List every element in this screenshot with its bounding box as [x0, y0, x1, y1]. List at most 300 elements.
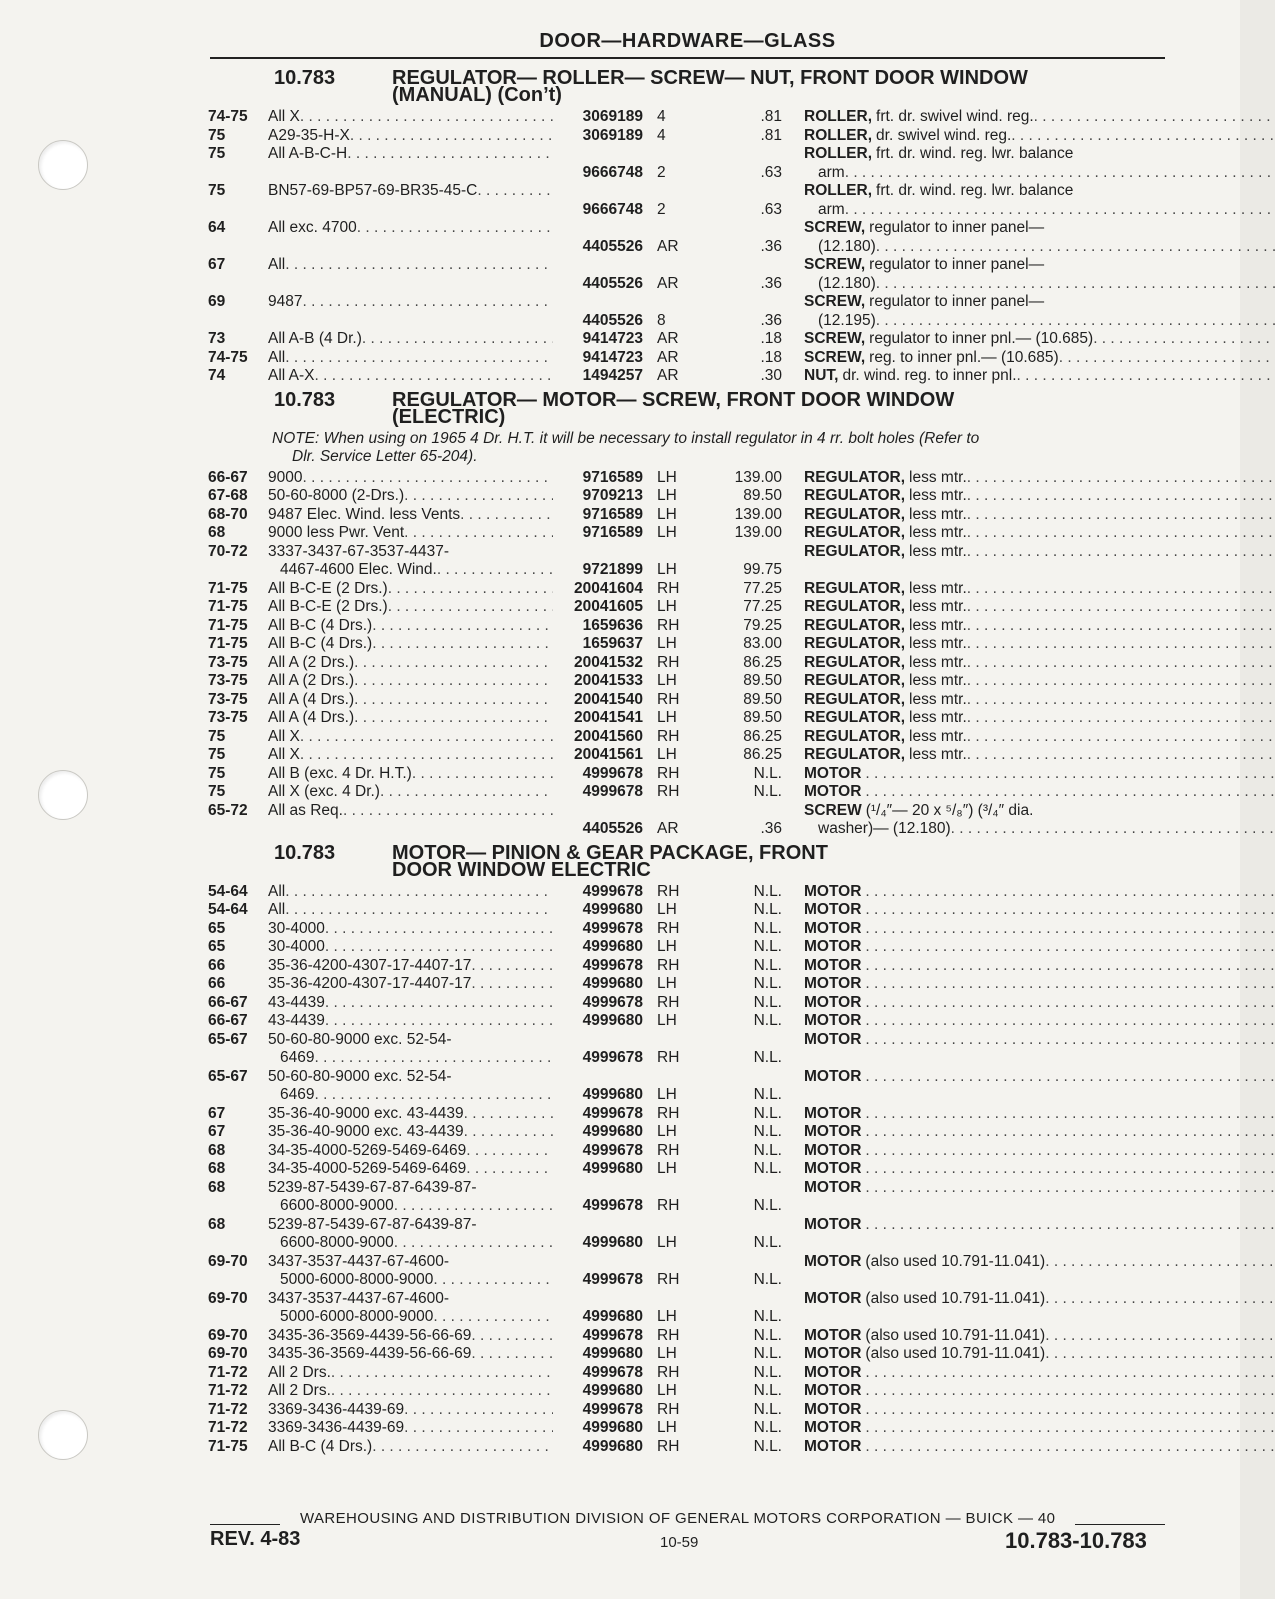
price: .36 [760, 274, 782, 292]
leader-dots [865, 1068, 1275, 1087]
application-text: All X [268, 746, 300, 763]
model-years: 68 [208, 1160, 226, 1177]
application-text: 9487 Elec. Wind. less Vents [268, 505, 461, 523]
leader-dots [865, 1382, 1275, 1401]
part-number: 3069189 [582, 108, 643, 125]
description-text: less mtr. [909, 487, 967, 504]
part-number: 20041605 [574, 598, 643, 615]
description-line [804, 820, 1275, 839]
application-text: 9000 [268, 468, 303, 486]
model-years: 75 [208, 126, 226, 144]
description-line [804, 1216, 1275, 1235]
part-name: MOTOR [804, 1419, 862, 1436]
leader-dots [354, 654, 553, 673]
part-number: 4999678 [582, 1326, 643, 1344]
model-years: 74-75 [208, 348, 248, 366]
application [268, 1401, 553, 1420]
model-years: 64 [208, 219, 226, 236]
application [268, 293, 553, 330]
model-years: 67-68 [208, 487, 248, 504]
model-years: 71-72 [208, 1382, 248, 1399]
part-number: 20041540 [574, 690, 643, 708]
part-number: 9666748 [582, 163, 643, 181]
section-title [392, 388, 1168, 428]
application-text: All B-C (4 Drs.) [268, 635, 373, 652]
description-line [804, 127, 1275, 146]
quantity: LH [657, 746, 677, 763]
leader-dots [300, 746, 553, 765]
description-line [804, 145, 1275, 164]
part-name: MOTOR [804, 1252, 862, 1270]
application-line [268, 127, 553, 146]
price: 77.25 [743, 598, 782, 615]
application-text: 6600-8000-9000 [280, 1234, 394, 1251]
description [782, 1290, 1275, 1327]
part-number: 20041560 [574, 727, 643, 745]
leader-dots [372, 617, 553, 636]
part-name: MOTOR [804, 1104, 862, 1122]
part-name: MOTOR [804, 1160, 862, 1177]
part-row [208, 580, 1168, 599]
description-line [804, 1068, 1275, 1087]
leader-dots [464, 1105, 553, 1124]
application-text: 3437-3537-4437-67-4600- [268, 1289, 449, 1307]
description-line [804, 1123, 1275, 1142]
price: 86.25 [743, 746, 782, 763]
quantity: LH [657, 635, 677, 652]
description-line [804, 487, 1275, 506]
description-line [804, 672, 1275, 691]
part-row [208, 975, 1168, 994]
quantity: RH [657, 764, 680, 782]
price: .36 [760, 820, 782, 837]
price: .81 [760, 108, 782, 125]
application-line [268, 469, 553, 488]
part-row [208, 994, 1168, 1013]
description [782, 1253, 1275, 1290]
description [782, 883, 1275, 902]
part-name: ROLLER, [804, 182, 873, 199]
price: N.L. [753, 901, 782, 918]
price: N.L. [753, 1345, 782, 1362]
part-name: MOTOR [804, 1067, 862, 1085]
part-number: 1659636 [582, 616, 643, 634]
application-line [268, 580, 553, 599]
application-text: 43-4439 [268, 1012, 325, 1029]
application [268, 598, 553, 617]
application-line [268, 1401, 553, 1420]
quantity: RH [657, 956, 680, 974]
leader-dots [314, 1049, 553, 1068]
description [782, 1364, 1275, 1383]
leader-dots [1059, 349, 1275, 368]
part-name: MOTOR [804, 938, 862, 955]
application-text: 3337-3437-67-3537-4437- [268, 542, 449, 560]
part-number: 4999680 [582, 1437, 643, 1455]
part-number: 4999678 [582, 1197, 643, 1214]
part-name: MOTOR [804, 783, 862, 800]
application [268, 691, 553, 710]
part-name: MOTOR [804, 1400, 862, 1418]
part-number: 9721899 [582, 561, 643, 578]
description [782, 469, 1275, 488]
part-row [208, 1068, 1168, 1105]
application-line [268, 145, 553, 164]
price: 86.25 [743, 727, 782, 745]
price: N.L. [753, 1326, 782, 1344]
part-row [208, 1160, 1168, 1179]
application [268, 349, 553, 368]
application-text: 50-60-8000 (2-Drs.) [268, 487, 405, 504]
application-line [268, 1419, 553, 1438]
application-text: 3437-3537-4437-67-4600- [268, 1252, 449, 1270]
part-name: REGULATOR, [804, 598, 906, 615]
part-row [208, 728, 1168, 747]
leader-dots [865, 1419, 1275, 1438]
part-row [208, 1012, 1168, 1031]
leader-dots [967, 617, 1275, 636]
description-line [804, 330, 1275, 349]
part-row [208, 635, 1168, 654]
application [268, 802, 553, 839]
part-number: 4999678 [582, 1104, 643, 1122]
part-number: 4999680 [582, 1123, 643, 1140]
application-line [268, 524, 553, 543]
leader-dots [876, 238, 1275, 257]
binder-hole-bottom [38, 1410, 88, 1460]
application-line [268, 561, 553, 580]
application-text: All [268, 348, 286, 366]
part-number: 9666748 [582, 200, 643, 218]
part-name: REGULATOR, [804, 524, 906, 541]
part-name: MOTOR [804, 993, 862, 1011]
description-line [804, 543, 1275, 562]
description-line [804, 219, 1275, 238]
application-line [268, 1086, 553, 1105]
application-line [268, 1253, 553, 1272]
part-name: MOTOR [804, 1382, 862, 1399]
application-text: All exc. 4700 [268, 219, 357, 236]
price: N.L. [753, 1419, 782, 1436]
leader-dots [967, 487, 1275, 506]
description-text: (12.195) [818, 311, 876, 329]
application-text: 3435-36-3569-4439-56-66-69 [268, 1326, 472, 1344]
part-name: MOTOR [804, 1363, 862, 1381]
description-line [804, 1345, 1275, 1364]
model-years: 75 [208, 764, 226, 782]
quantity: AR [657, 330, 679, 347]
part-row [208, 654, 1168, 673]
description [782, 127, 1275, 146]
part-row [208, 1253, 1168, 1290]
description [782, 994, 1275, 1013]
part-row [208, 145, 1168, 182]
quantity: 8 [657, 311, 666, 329]
description-line [804, 1438, 1275, 1457]
model-years: 71-75 [208, 598, 248, 615]
part-row [208, 219, 1168, 256]
part-name: MOTOR [804, 956, 862, 974]
part-number: 4999680 [582, 975, 643, 992]
model-years: 71-75 [208, 1437, 248, 1455]
footer-section-range: 10.783-10.783 [1005, 1528, 1147, 1553]
application [268, 256, 553, 293]
application-text: 6600-8000-9000 [280, 1197, 394, 1214]
application-line [268, 330, 553, 349]
description-text: dr. swivel wind. reg. [876, 126, 1012, 144]
note-line: NOTE: When using on 1965 4 Dr. H.T. it will be necessary to install regulator in 4 rr. bolt holes (Refer to [272, 429, 980, 447]
part-row [208, 672, 1168, 691]
part-row [208, 765, 1168, 784]
leader-dots [315, 367, 553, 386]
section-title-line: REGULATOR— MOTOR— SCREW, FRONT DOOR WINDOW [392, 388, 955, 411]
description [782, 901, 1275, 920]
section-title-line: MOTOR— PINION & GEAR PACKAGE, FRONT [392, 841, 828, 864]
application-line [268, 1123, 553, 1142]
application-line [268, 901, 553, 920]
application [268, 524, 553, 543]
leader-dots [865, 783, 1275, 802]
application-text: All A-X [268, 367, 315, 384]
price: 79.25 [743, 616, 782, 634]
application-line [268, 108, 553, 127]
quantity: RH [657, 1363, 680, 1381]
model-years: 65 [208, 919, 226, 937]
leader-dots [967, 635, 1275, 654]
leader-dots [331, 1382, 553, 1401]
part-number: 4999678 [582, 1141, 643, 1159]
description-text: less mtr. [909, 579, 967, 597]
description-text: frt. dr. wind. reg. lwr. balance [876, 145, 1074, 162]
description-text: less mtr. [909, 524, 967, 541]
footer-page-number: 10-59 [660, 1534, 699, 1551]
leader-dots [412, 765, 553, 784]
price: .63 [760, 163, 782, 181]
section-note [208, 430, 1168, 467]
description-line [804, 524, 1275, 543]
section-number: 10.783 [274, 388, 336, 411]
description-line [804, 367, 1275, 386]
part-name: REGULATOR, [804, 709, 906, 726]
application-text: All [268, 882, 286, 900]
price: 89.50 [743, 672, 782, 689]
application-text: BN57-69-BP57-69-BR35-45-C [268, 182, 478, 199]
description-line [804, 920, 1275, 939]
part-name: SCREW, [804, 330, 866, 347]
application-text: 4467-4600 Elec. Wind. [280, 561, 437, 578]
description-text: (¹/₄″— 20 x ⁵/₈″) (³/₄″ dia. [865, 801, 1034, 819]
application-text: All A (2 Drs.) [268, 672, 355, 689]
leader-dots [1045, 1290, 1275, 1309]
leader-dots [471, 1345, 553, 1364]
leader-dots [460, 506, 553, 525]
quantity: 2 [657, 200, 666, 218]
part-row [208, 957, 1168, 976]
description-text: (12.180) [818, 237, 876, 255]
part-name: SCREW, [804, 219, 866, 236]
part-number: 20041533 [574, 672, 643, 689]
part-row [208, 330, 1168, 349]
leader-dots [325, 938, 553, 957]
description [782, 746, 1275, 765]
description-text: less mtr. [909, 635, 967, 652]
leader-dots [865, 994, 1275, 1013]
application-line [268, 1345, 553, 1364]
section-title-line: (ELECTRIC) [392, 405, 506, 428]
quantity: RH [657, 1049, 680, 1066]
section-title-line: (MANUAL) (Con’t) [392, 84, 562, 106]
application [268, 1160, 553, 1179]
description [782, 1438, 1275, 1457]
part-row [208, 598, 1168, 617]
description-line [804, 691, 1275, 710]
leader-dots [285, 256, 553, 275]
leader-dots [967, 672, 1275, 691]
leader-dots [967, 691, 1275, 710]
application-line [268, 487, 553, 506]
application [268, 543, 553, 580]
price: N.L. [753, 1104, 782, 1122]
description [782, 654, 1275, 673]
price: N.L. [753, 1141, 782, 1159]
model-years: 75 [208, 783, 226, 800]
application-line [268, 635, 553, 654]
model-years: 65 [208, 938, 226, 955]
description-line [804, 975, 1275, 994]
part-row [208, 1364, 1168, 1383]
part-row [208, 487, 1168, 506]
quantity: LH [657, 672, 677, 689]
binder-hole-top [38, 140, 88, 190]
part-row [208, 1290, 1168, 1327]
description [782, 330, 1275, 349]
footer-rule-right [1075, 1524, 1165, 1525]
section-number: 10.783 [274, 841, 336, 864]
application [268, 957, 553, 976]
leader-dots [357, 219, 553, 238]
leader-dots [1045, 1253, 1275, 1272]
leader-dots [343, 802, 553, 821]
part-row [208, 1105, 1168, 1124]
description [782, 506, 1275, 525]
application [268, 145, 553, 182]
application-line [268, 1364, 553, 1383]
application-line [268, 1271, 553, 1290]
model-years: 73-75 [208, 653, 248, 671]
part-number: 4999680 [582, 938, 643, 955]
part-number: 4999680 [582, 1234, 643, 1251]
part-number: 20041604 [574, 579, 643, 597]
price: N.L. [753, 1363, 782, 1381]
description-text: (also used 10.791-11.041) [865, 1289, 1046, 1307]
application-text: 6469 [280, 1086, 315, 1103]
quantity: LH [657, 1012, 677, 1029]
model-years: 73 [208, 330, 226, 347]
part-row [208, 883, 1168, 902]
quantity: AR [657, 367, 679, 384]
description [782, 802, 1275, 839]
application-line [268, 746, 553, 765]
leader-dots [967, 746, 1275, 765]
part-number: 4999678 [582, 1271, 643, 1288]
part-row [208, 709, 1168, 728]
application-line [268, 765, 553, 784]
application [268, 1068, 553, 1105]
application-text: 35-36-40-9000 exc. 43-4439 [268, 1104, 464, 1122]
leader-dots [865, 920, 1275, 939]
quantity: LH [657, 1086, 677, 1103]
price: 139.00 [734, 505, 782, 523]
description-text: less mtr. [909, 598, 967, 615]
application-text: 5239-87-5439-67-87-6439-87- [268, 1215, 477, 1233]
header-rule [210, 57, 1165, 59]
part-name: REGULATOR, [804, 487, 906, 504]
leader-dots [380, 783, 553, 802]
part-row [208, 524, 1168, 543]
part-number: 4999680 [582, 1086, 643, 1103]
application-text: 6469 [280, 1049, 315, 1066]
part-row [208, 108, 1168, 127]
leader-dots [285, 883, 553, 902]
application-line [268, 617, 553, 636]
model-years: 54-64 [208, 901, 248, 918]
description [782, 728, 1275, 747]
description-text: frt. dr. wind. reg. lwr. balance [876, 182, 1074, 199]
leader-dots [967, 580, 1275, 599]
application-line [268, 1290, 553, 1309]
model-years: 68 [208, 1141, 226, 1159]
part-number: 20041532 [574, 653, 643, 671]
description-line [804, 1253, 1275, 1272]
quantity: RH [657, 727, 680, 745]
part-number: 4999678 [582, 882, 643, 900]
description [782, 543, 1275, 580]
application-text: 5239-87-5439-67-87-6439-87- [268, 1178, 477, 1196]
part-row [208, 1179, 1168, 1216]
model-years: 66 [208, 975, 226, 992]
part-name: REGULATOR, [804, 653, 906, 671]
section-title [392, 67, 1168, 106]
description-line [804, 746, 1275, 765]
part-name: NUT, [804, 367, 839, 384]
description [782, 108, 1275, 127]
leader-dots [404, 487, 553, 506]
description [782, 691, 1275, 710]
application [268, 765, 553, 784]
leader-dots [464, 1123, 553, 1142]
description [782, 1142, 1275, 1161]
leader-dots [388, 580, 553, 599]
part-row [208, 783, 1168, 802]
application-text: All A-B (4 Dr.) [268, 330, 362, 347]
part-number: 4405526 [582, 237, 643, 255]
part-row [208, 469, 1168, 488]
price: N.L. [753, 1123, 782, 1140]
application-text: All B-C (4 Drs.) [268, 1437, 373, 1455]
part-row [208, 920, 1168, 939]
leader-dots [865, 1438, 1275, 1457]
leader-dots [300, 728, 553, 747]
description [782, 1012, 1275, 1031]
description [782, 1327, 1275, 1346]
model-years: 65-67 [208, 1067, 248, 1085]
section-heading [208, 388, 1168, 428]
application [268, 1364, 553, 1383]
part-name: REGULATOR, [804, 579, 906, 597]
part-name: MOTOR [804, 1030, 862, 1048]
price: .18 [760, 348, 782, 366]
application [268, 1179, 553, 1216]
